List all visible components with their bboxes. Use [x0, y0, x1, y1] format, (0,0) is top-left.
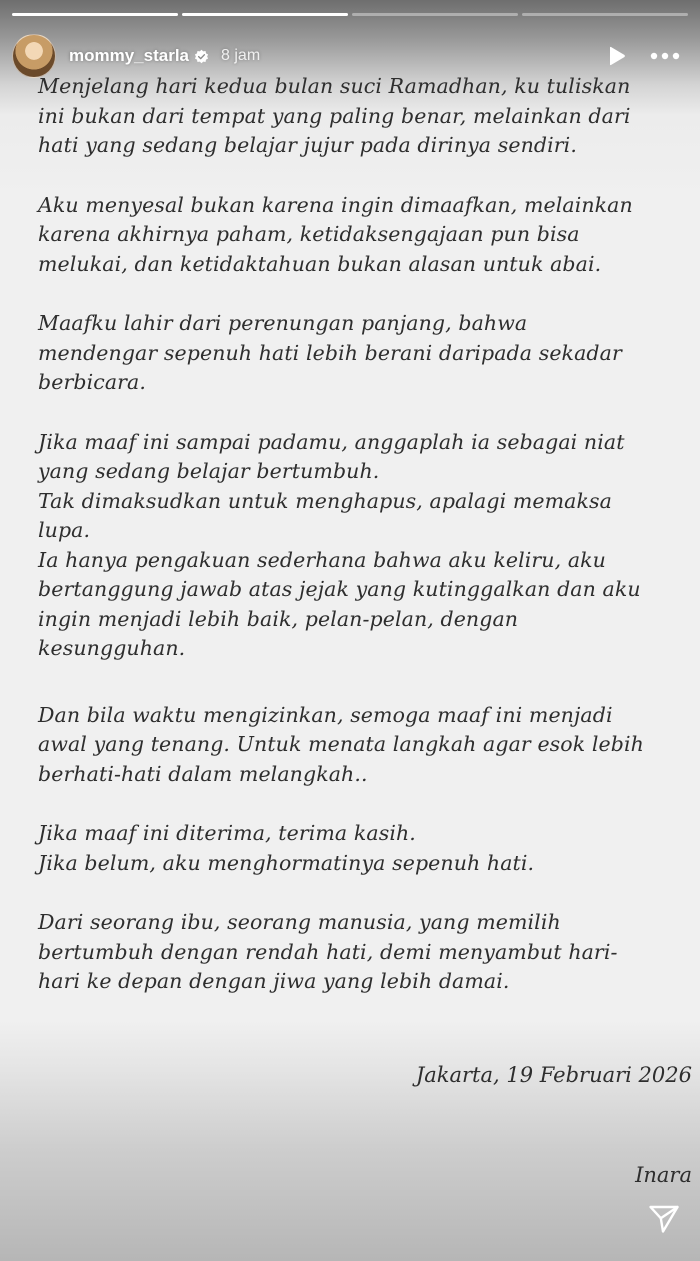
progress-segment	[352, 13, 518, 16]
letter-body	[38, 72, 688, 997]
story-progress-bar	[12, 13, 688, 16]
letter-place-date: Jakarta, 19 Februari 2026	[415, 1063, 692, 1087]
letter-paragraph: Jika maaf ini diterima, terima kasih. Jika belum, aku menghormatinya sepenuh hati.	[38, 821, 535, 875]
more-icon[interactable]	[650, 52, 680, 60]
header-actions	[608, 46, 688, 66]
letter-paragraph: Dan bila waktu mengizinkan, semoga maaf ini menjadi awal yang tenang. Untuk menata langkah agar esok lebih berhati-hati dalam melangkah..	[38, 702, 644, 786]
progress-segment	[12, 13, 178, 16]
letter-paragraph: Aku menyesal bukan karena ingin dimaafkan, melainkan karena akhirnya paham, ketidaksengajaan pun bisa melukai, dan ketidaktahuan bukan alasan untuk abai.	[38, 192, 633, 276]
letter-paragraph: Menjelang hari kedua bulan suci Ramadhan, ku tuliskan ini bukan dari tempat yang paling benar, melainkan dari hati yang sedang belajar jujur pada dirinya sendiri.	[38, 74, 631, 157]
play-icon[interactable]	[608, 46, 626, 66]
share-icon[interactable]	[648, 1204, 680, 1234]
verified-badge-icon	[194, 49, 209, 64]
progress-segment	[522, 13, 688, 16]
letter-paragraph: Maafku lahir dari perenungan panjang, bahwa mendengar sepenuh hati lebih berani daripada sekadar berbicara.	[38, 311, 622, 394]
post-time: 8 jam	[221, 47, 261, 64]
progress-segment-fill	[12, 13, 178, 16]
progress-segment-fill	[182, 13, 348, 16]
letter-signature: Inara	[635, 1163, 692, 1187]
letter-paragraph: Dari seorang ibu, seorang manusia, yang memilih bertumbuh dengan rendah hati, demi menyambut hari- hari ke depan dengan jiwa yang lebih damai.	[38, 910, 618, 993]
username[interactable]: mommy_starla	[69, 46, 190, 65]
letter-paragraph: Jika maaf ini sampai padamu, anggaplah ia sebagai niat yang sedang belajar bertumbuh. Tak dimaksudkan untuk menghapus, apalagi memaksa lupa. Ia hanya pengakuan sederhana bahwa aku keliru, aku bertanggung jawab atas jejak yang kutinggalkan dan aku ingin menjadi lebih baik, pelan-pelan, dengan kesungguhan.	[38, 429, 641, 660]
progress-segment	[182, 13, 348, 16]
